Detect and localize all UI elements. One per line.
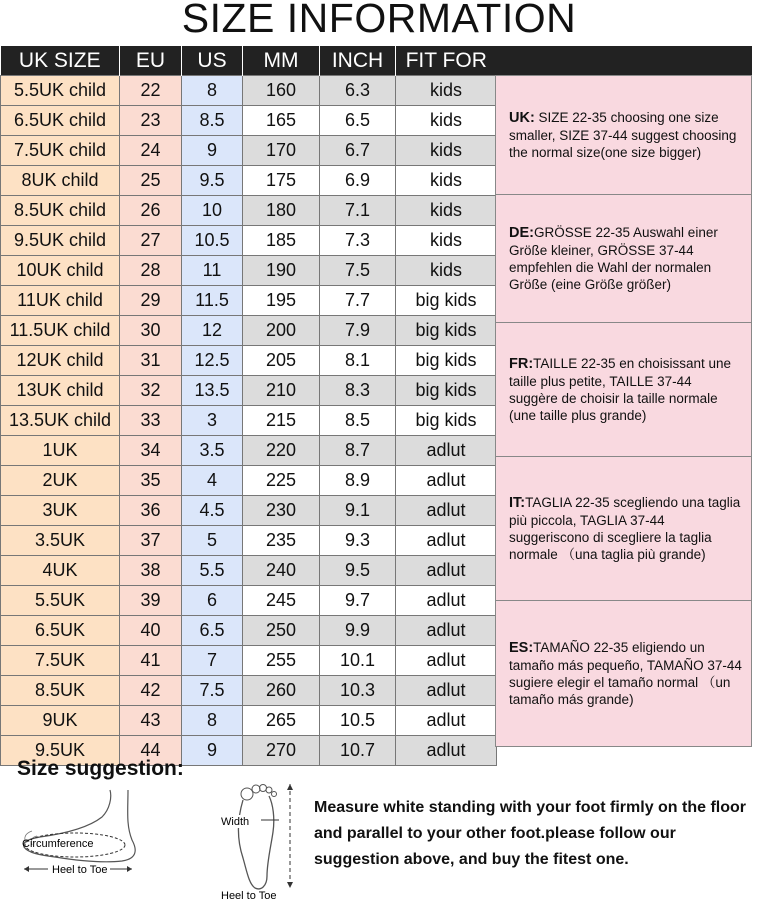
table-row xyxy=(1,586,497,616)
cell-uk-size: 8.5UK xyxy=(1,676,120,706)
page-title: SIZE INFORMATION xyxy=(181,0,577,41)
cell-us: 9 xyxy=(182,136,243,166)
cell-uk-size: 2UK xyxy=(1,466,120,496)
top-heel-to-toe-label: Heel to Toe xyxy=(221,890,277,902)
cell-uk-size: 11.5UK child xyxy=(1,316,120,346)
cell-inch: 6.5 xyxy=(320,106,396,136)
cell-eu: 26 xyxy=(120,196,182,226)
note-uk-text xyxy=(509,109,743,161)
cell-fit-for: adlut xyxy=(396,586,497,616)
cell-eu: 33 xyxy=(120,406,182,436)
table-row xyxy=(1,616,497,646)
cell-us: 11.5 xyxy=(182,286,243,316)
cell-fit-for: adlut xyxy=(396,616,497,646)
table-row xyxy=(1,256,497,286)
size-suggestion-title: Size suggestion: xyxy=(17,757,184,780)
cell-inch: 7.1 xyxy=(320,196,396,226)
cell-mm: 240 xyxy=(243,556,320,586)
note-de-body: GRÖSSE 22-35 Auswahl einer Größe kleiner, GRÖSSE 37-44 empfehlen die Wahl der normalen Größe (eine Größe größer) xyxy=(509,225,718,292)
cell-uk-size: 13UK child xyxy=(1,376,120,406)
table-row xyxy=(1,376,497,406)
cell-uk-size: 4UK xyxy=(1,556,120,586)
cell-uk-size: 9.5UK xyxy=(1,736,120,766)
cell-us: 5 xyxy=(182,526,243,556)
note-de-lang: DE: xyxy=(509,225,534,241)
cell-eu: 43 xyxy=(120,706,182,736)
cell-us: 9 xyxy=(182,736,243,766)
cell-inch: 8.9 xyxy=(320,466,396,496)
table-row xyxy=(1,346,497,376)
cell-mm: 200 xyxy=(243,316,320,346)
cell-us: 12 xyxy=(182,316,243,346)
note-it xyxy=(495,456,752,601)
foot-side-view-illustration xyxy=(10,785,190,885)
table-row xyxy=(1,106,497,136)
cell-mm: 270 xyxy=(243,736,320,766)
cell-uk-size: 3UK xyxy=(1,496,120,526)
cell-mm: 190 xyxy=(243,256,320,286)
cell-eu: 35 xyxy=(120,466,182,496)
cell-inch: 10.7 xyxy=(320,736,396,766)
header-uk-size: UK SIZE xyxy=(1,46,120,76)
table-row xyxy=(1,286,497,316)
cell-us: 8 xyxy=(182,706,243,736)
cell-mm: 230 xyxy=(243,496,320,526)
cell-mm: 255 xyxy=(243,646,320,676)
header-bar-filler xyxy=(496,46,752,75)
cell-uk-size: 12UK child xyxy=(1,346,120,376)
table-row xyxy=(1,526,497,556)
cell-us: 4.5 xyxy=(182,496,243,526)
cell-fit-for: big kids xyxy=(396,346,497,376)
cell-inch: 9.5 xyxy=(320,556,396,586)
note-it-lang: IT: xyxy=(509,495,526,511)
header-inch: INCH xyxy=(320,46,396,76)
cell-eu: 44 xyxy=(120,736,182,766)
cell-fit-for: adlut xyxy=(396,556,497,586)
cell-uk-size: 5.5UK xyxy=(1,586,120,616)
cell-fit-for: kids xyxy=(396,256,497,286)
cell-eu: 41 xyxy=(120,646,182,676)
cell-inch: 9.9 xyxy=(320,616,396,646)
note-uk xyxy=(495,75,752,195)
cell-eu: 30 xyxy=(120,316,182,346)
cell-fit-for: adlut xyxy=(396,496,497,526)
table-row xyxy=(1,226,497,256)
table-body xyxy=(1,76,497,766)
cell-uk-size: 1UK xyxy=(1,436,120,466)
cell-fit-for: adlut xyxy=(396,436,497,466)
cell-us: 11 xyxy=(182,256,243,286)
cell-inch: 10.1 xyxy=(320,646,396,676)
note-es xyxy=(495,600,752,747)
cell-fit-for: kids xyxy=(396,106,497,136)
cell-mm: 210 xyxy=(243,376,320,406)
cell-us: 3.5 xyxy=(182,436,243,466)
cell-uk-size: 8.5UK child xyxy=(1,196,120,226)
cell-eu: 38 xyxy=(120,556,182,586)
cell-uk-size: 7.5UK child xyxy=(1,136,120,166)
note-fr xyxy=(495,322,752,457)
cell-us: 7.5 xyxy=(182,676,243,706)
cell-us: 8 xyxy=(182,76,243,106)
cell-mm: 260 xyxy=(243,676,320,706)
table-row xyxy=(1,76,497,106)
table-row xyxy=(1,316,497,346)
cell-uk-size: 10UK child xyxy=(1,256,120,286)
cell-uk-size: 9.5UK child xyxy=(1,226,120,256)
cell-eu: 27 xyxy=(120,226,182,256)
cell-fit-for: adlut xyxy=(396,706,497,736)
cell-eu: 25 xyxy=(120,166,182,196)
table-header-row xyxy=(1,46,497,76)
note-fr-text xyxy=(509,355,743,424)
table-row xyxy=(1,436,497,466)
cell-mm: 165 xyxy=(243,106,320,136)
cell-fit-for: big kids xyxy=(396,376,497,406)
cell-eu: 23 xyxy=(120,106,182,136)
cell-fit-for: big kids xyxy=(396,316,497,346)
cell-fit-for: kids xyxy=(396,196,497,226)
cell-inch: 6.3 xyxy=(320,76,396,106)
cell-inch: 9.1 xyxy=(320,496,396,526)
cell-inch: 9.7 xyxy=(320,586,396,616)
cell-us: 13.5 xyxy=(182,376,243,406)
cell-inch: 7.5 xyxy=(320,256,396,286)
cell-mm: 235 xyxy=(243,526,320,556)
note-de-text xyxy=(509,224,743,293)
cell-inch: 6.9 xyxy=(320,166,396,196)
note-uk-body: SIZE 22-35 choosing one size smaller, SIZE 37-44 suggest choosing the normal size(one size bigger) xyxy=(509,110,737,160)
cell-eu: 40 xyxy=(120,616,182,646)
table-row xyxy=(1,706,497,736)
cell-eu: 39 xyxy=(120,586,182,616)
cell-eu: 28 xyxy=(120,256,182,286)
table-row xyxy=(1,466,497,496)
header-eu: EU xyxy=(120,46,182,76)
cell-mm: 265 xyxy=(243,706,320,736)
foot-top-view-illustration xyxy=(215,780,305,902)
table-row xyxy=(1,136,497,166)
cell-eu: 42 xyxy=(120,676,182,706)
cell-mm: 250 xyxy=(243,616,320,646)
cell-eu: 22 xyxy=(120,76,182,106)
table-row xyxy=(1,676,497,706)
cell-uk-size: 6.5UK xyxy=(1,616,120,646)
note-es-body: TAMAÑO 22-35 eligiendo un tamaño más pequeño, TAMAÑO 37-44 sugiere elegir el tamaño normal （un tamaño más grande) xyxy=(509,640,742,707)
table-row xyxy=(1,196,497,226)
cell-inch: 8.1 xyxy=(320,346,396,376)
cell-uk-size: 11UK child xyxy=(1,286,120,316)
cell-fit-for: kids xyxy=(396,76,497,106)
table-row xyxy=(1,166,497,196)
cell-mm: 170 xyxy=(243,136,320,166)
cell-eu: 24 xyxy=(120,136,182,166)
header-us: US xyxy=(182,46,243,76)
cell-uk-size: 6.5UK child xyxy=(1,106,120,136)
cell-mm: 180 xyxy=(243,196,320,226)
header-fit-for: FIT FOR xyxy=(396,46,497,76)
cell-fit-for: adlut xyxy=(396,646,497,676)
cell-us: 5.5 xyxy=(182,556,243,586)
cell-us: 7 xyxy=(182,646,243,676)
note-fr-lang: FR: xyxy=(509,356,534,372)
note-fr-body: TAILLE 22-35 en choisissant une taille plus petite, TAILLE 37-44 suggère de choisir la taille normale (une taille plus grande) xyxy=(509,356,732,423)
header-mm: MM xyxy=(243,46,320,76)
cell-mm: 160 xyxy=(243,76,320,106)
cell-fit-for: adlut xyxy=(396,736,497,766)
cell-fit-for: kids xyxy=(396,166,497,196)
cell-uk-size: 3.5UK xyxy=(1,526,120,556)
cell-inch: 7.7 xyxy=(320,286,396,316)
side-heel-to-toe-label: Heel to Toe xyxy=(52,864,108,876)
cell-eu: 34 xyxy=(120,436,182,466)
cell-uk-size: 9UK xyxy=(1,706,120,736)
cell-us: 6 xyxy=(182,586,243,616)
cell-fit-for: adlut xyxy=(396,466,497,496)
cell-eu: 37 xyxy=(120,526,182,556)
cell-mm: 215 xyxy=(243,406,320,436)
cell-uk-size: 13.5UK child xyxy=(1,406,120,436)
cell-eu: 29 xyxy=(120,286,182,316)
cell-us: 12.5 xyxy=(182,346,243,376)
cell-mm: 195 xyxy=(243,286,320,316)
cell-inch: 8.7 xyxy=(320,436,396,466)
note-it-text xyxy=(509,494,743,563)
cell-us: 8.5 xyxy=(182,106,243,136)
cell-inch: 9.3 xyxy=(320,526,396,556)
cell-eu: 32 xyxy=(120,376,182,406)
size-table xyxy=(0,46,497,766)
cell-us: 10.5 xyxy=(182,226,243,256)
cell-mm: 175 xyxy=(243,166,320,196)
table-row xyxy=(1,556,497,586)
cell-us: 9.5 xyxy=(182,166,243,196)
cell-eu: 36 xyxy=(120,496,182,526)
cell-mm: 245 xyxy=(243,586,320,616)
table-row xyxy=(1,646,497,676)
table-row xyxy=(1,496,497,526)
note-uk-lang: UK: xyxy=(509,110,535,126)
note-es-text xyxy=(509,639,743,708)
circumference-label: Circumference xyxy=(22,838,94,850)
cell-eu: 31 xyxy=(120,346,182,376)
cell-mm: 185 xyxy=(243,226,320,256)
note-es-lang: ES: xyxy=(509,640,534,656)
cell-inch: 8.3 xyxy=(320,376,396,406)
cell-inch: 10.5 xyxy=(320,706,396,736)
cell-mm: 220 xyxy=(243,436,320,466)
cell-inch: 8.5 xyxy=(320,406,396,436)
cell-fit-for: adlut xyxy=(396,526,497,556)
cell-us: 3 xyxy=(182,406,243,436)
cell-mm: 225 xyxy=(243,466,320,496)
cell-us: 6.5 xyxy=(182,616,243,646)
cell-mm: 205 xyxy=(243,346,320,376)
cell-us: 10 xyxy=(182,196,243,226)
width-label: Width xyxy=(221,816,250,828)
cell-inch: 10.3 xyxy=(320,676,396,706)
cell-uk-size: 7.5UK xyxy=(1,646,120,676)
size-suggestion-text: Measure white standing with your foot firmly on the floor and parallel to your other foot.please follow our suggestion above, and buy the fitest one. xyxy=(314,799,747,868)
cell-uk-size: 8UK child xyxy=(1,166,120,196)
cell-uk-size: 5.5UK child xyxy=(1,76,120,106)
note-de xyxy=(495,194,752,323)
cell-us: 4 xyxy=(182,466,243,496)
cell-fit-for: kids xyxy=(396,136,497,166)
cell-inch: 7.9 xyxy=(320,316,396,346)
cell-fit-for: big kids xyxy=(396,406,497,436)
cell-inch: 7.3 xyxy=(320,226,396,256)
note-it-body: TAGLIA 22-35 scegliendo una taglia più piccola, TAGLIA 37-44 suggeriscono di scegliere la taglia normale （una taglia più grande) xyxy=(509,495,741,562)
cell-fit-for: kids xyxy=(396,226,497,256)
table-row xyxy=(1,406,497,436)
cell-inch: 6.7 xyxy=(320,136,396,166)
cell-fit-for: adlut xyxy=(396,676,497,706)
cell-fit-for: big kids xyxy=(396,286,497,316)
